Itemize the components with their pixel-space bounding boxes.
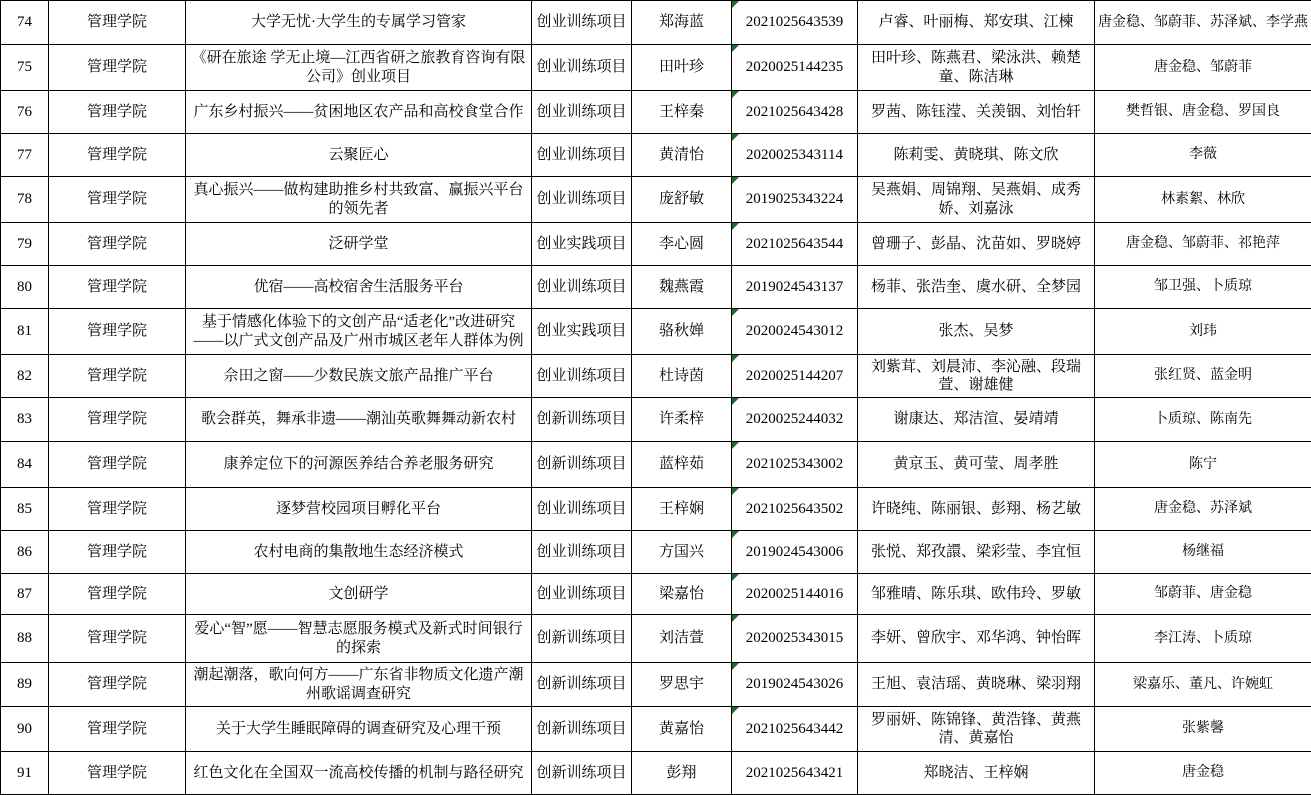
cell-advisors[interactable]: 唐金稳、邹蔚菲、祁艳萍	[1095, 223, 1311, 266]
cell-members[interactable]: 郑晓洁、王梓娴	[858, 752, 1095, 795]
cell-leader[interactable]: 庞舒敏	[632, 177, 732, 223]
cell-leader[interactable]: 蓝梓茹	[632, 442, 732, 488]
cell-project-type[interactable]: 创新训练项目	[532, 615, 632, 663]
cell-project-name[interactable]: 关于大学生睡眠障碍的调查研究及心理干预	[186, 707, 532, 752]
cell-project-number[interactable]	[732, 355, 858, 398]
cell-members[interactable]: 李妍、曾欣宇、邓华鸿、钟怡晖	[858, 615, 1095, 663]
cell-seq[interactable]: 91	[1, 752, 49, 795]
cell-college[interactable]: 管理学院	[49, 45, 186, 91]
cell-advisors[interactable]: 梁嘉乐、董凡、许婉虹	[1095, 663, 1311, 707]
cell-seq[interactable]: 79	[1, 223, 49, 266]
project-number-text: 2021025643421	[746, 765, 844, 781]
cell-leader[interactable]: 罗思宇	[632, 663, 732, 707]
cell-college[interactable]: 管理学院	[49, 177, 186, 223]
cell-project-name[interactable]: 真心振兴——做构建助推乡村共致富、赢振兴平台的领先者	[186, 177, 532, 223]
cell-college[interactable]: 管理学院	[49, 752, 186, 795]
cell-advisors[interactable]: 卜质琼、陈南先	[1095, 398, 1311, 442]
cell-leader[interactable]: 黄清怡	[632, 134, 732, 177]
cell-leader[interactable]: 骆秋婵	[632, 309, 732, 355]
cell-advisors[interactable]: 李江涛、卜质琼	[1095, 615, 1311, 663]
cell-college[interactable]: 管理学院	[49, 91, 186, 134]
cell-college[interactable]: 管理学院	[49, 663, 186, 707]
error-indicator-icon	[732, 177, 739, 184]
error-indicator-icon	[732, 442, 739, 449]
table-row	[1, 223, 1311, 266]
cell-project-type[interactable]: 创业训练项目	[532, 488, 632, 531]
cell-leader[interactable]: 王梓娴	[632, 488, 732, 531]
cell-leader[interactable]: 李心圆	[632, 223, 732, 266]
cell-project-type[interactable]: 创业训练项目	[532, 1, 632, 45]
table-row	[1, 266, 1311, 309]
cell-members[interactable]: 卢睿、叶丽梅、郑安琪、江楝	[858, 1, 1095, 45]
cell-seq[interactable]: 81	[1, 309, 49, 355]
error-indicator-icon	[732, 45, 739, 52]
cell-seq[interactable]: 88	[1, 615, 49, 663]
cell-project-number[interactable]	[732, 398, 858, 442]
cell-college[interactable]: 管理学院	[49, 442, 186, 488]
cell-project-name[interactable]: 《研在旅途 学无止境—江西省研之旅教育咨询有限公司》创业项目	[186, 45, 532, 91]
cell-leader[interactable]: 梁嘉怡	[632, 574, 732, 615]
cell-leader[interactable]: 刘洁萱	[632, 615, 732, 663]
cell-project-name[interactable]: 潮起潮落，歌向何方——广东省非物质文化遗产潮州歌谣调查研究	[186, 663, 532, 707]
error-indicator-icon	[732, 574, 739, 581]
cell-project-number[interactable]	[732, 531, 858, 574]
cell-seq[interactable]: 84	[1, 442, 49, 488]
project-number-text: 2019024543137	[746, 279, 844, 295]
cell-seq[interactable]: 90	[1, 707, 49, 752]
error-indicator-icon	[732, 355, 739, 362]
error-indicator-icon	[732, 615, 739, 622]
cell-leader[interactable]: 王梓秦	[632, 91, 732, 134]
cell-project-type[interactable]: 创新训练项目	[532, 707, 632, 752]
cell-advisors[interactable]: 张红贤、蓝金明	[1095, 355, 1311, 398]
cell-leader[interactable]: 田叶珍	[632, 45, 732, 91]
cell-leader[interactable]: 彭翔	[632, 752, 732, 795]
error-indicator-icon	[732, 707, 739, 714]
cell-project-number[interactable]	[732, 574, 858, 615]
project-number-text: 2020025343015	[746, 630, 844, 646]
cell-college[interactable]: 管理学院	[49, 266, 186, 309]
cell-project-name[interactable]: 爱心“智”愿——智慧志愿服务模式及新式时间银行的探索	[186, 615, 532, 663]
project-number-text: 2021025643502	[746, 501, 844, 517]
error-indicator-icon	[732, 309, 739, 316]
cell-project-type[interactable]: 创新训练项目	[532, 442, 632, 488]
cell-project-type[interactable]: 创新训练项目	[532, 663, 632, 707]
cell-project-name[interactable]: 红色文化在全国双一流高校传播的机制与路径研究	[186, 752, 532, 795]
cell-college[interactable]: 管理学院	[49, 309, 186, 355]
project-number-text: 2020025244032	[746, 411, 844, 427]
table-row	[1, 615, 1311, 663]
error-indicator-icon	[732, 134, 739, 141]
project-number-text: 2020025144235	[746, 59, 844, 75]
error-indicator-icon	[732, 531, 739, 538]
cell-seq[interactable]: 78	[1, 177, 49, 223]
cell-project-name[interactable]: 文创研学	[186, 574, 532, 615]
table-row	[1, 309, 1311, 355]
project-number-text: 2019024543026	[746, 676, 844, 692]
project-number-text: 2020025144207	[746, 368, 844, 384]
cell-members[interactable]: 邹雅晴、陈乐琪、欧伟玲、罗敏	[858, 574, 1095, 615]
cell-leader[interactable]: 黄嘉怡	[632, 707, 732, 752]
project-number-text: 2019025343224	[746, 191, 844, 207]
error-indicator-icon	[732, 91, 739, 98]
cell-project-number[interactable]	[732, 663, 858, 707]
cell-project-name[interactable]: 优宿——高校宿舍生活服务平台	[186, 266, 532, 309]
cell-advisors[interactable]: 杨继福	[1095, 531, 1311, 574]
cell-project-name[interactable]: 康养定位下的河源医养结合养老服务研究	[186, 442, 532, 488]
cell-project-type[interactable]: 创业训练项目	[532, 266, 632, 309]
error-indicator-icon	[732, 1, 739, 8]
table-row	[1, 45, 1311, 91]
cell-seq[interactable]: 80	[1, 266, 49, 309]
error-indicator-icon	[732, 398, 739, 405]
cell-advisors[interactable]: 樊哲银、唐金稳、罗国良	[1095, 91, 1311, 134]
cell-seq[interactable]: 76	[1, 91, 49, 134]
cell-project-name[interactable]: 基于情感化体验下的文创产品“适老化”改进研究——以广式文创产品及广州市城区老年人群体为例	[186, 309, 532, 355]
cell-members[interactable]: 黄京玉、黄可莹、周孝胜	[858, 442, 1095, 488]
cell-seq[interactable]: 85	[1, 488, 49, 531]
cell-project-name[interactable]: 逐梦营校园项目孵化平台	[186, 488, 532, 531]
project-number-text: 2019024543006	[746, 544, 844, 560]
cell-advisors[interactable]: 邹蔚菲、唐金稳	[1095, 574, 1311, 615]
cell-members[interactable]: 张悦、郑孜譞、梁彩莹、李宜恒	[858, 531, 1095, 574]
cell-project-type[interactable]: 创新训练项目	[532, 752, 632, 795]
cell-project-type[interactable]: 创业训练项目	[532, 531, 632, 574]
cell-project-number[interactable]	[732, 45, 858, 91]
table-row	[1, 442, 1311, 488]
cell-college[interactable]: 管理学院	[49, 531, 186, 574]
cell-college[interactable]: 管理学院	[49, 355, 186, 398]
project-number-text: 2021025343002	[746, 456, 844, 472]
cell-project-type[interactable]: 创业实践项目	[532, 309, 632, 355]
cell-seq[interactable]: 74	[1, 1, 49, 45]
cell-advisors[interactable]: 邹卫强、卜质琼	[1095, 266, 1311, 309]
cell-project-type[interactable]: 创业训练项目	[532, 134, 632, 177]
cell-college[interactable]: 管理学院	[49, 707, 186, 752]
cell-college[interactable]: 管理学院	[49, 615, 186, 663]
table-row	[1, 531, 1311, 574]
cell-project-number[interactable]	[732, 91, 858, 134]
cell-project-name[interactable]: 广东乡村振兴——贫困地区农产品和高校食堂合作	[186, 91, 532, 134]
table-row	[1, 488, 1311, 531]
cell-project-type[interactable]: 创业训练项目	[532, 355, 632, 398]
error-indicator-icon	[732, 663, 739, 670]
table-row	[1, 574, 1311, 615]
cell-project-type[interactable]: 创业训练项目	[532, 177, 632, 223]
cell-members[interactable]: 罗茜、陈钰滢、关羡铟、刘怡轩	[858, 91, 1095, 134]
cell-leader[interactable]: 魏燕霞	[632, 266, 732, 309]
cell-project-number[interactable]	[732, 134, 858, 177]
cell-members[interactable]: 许晓纯、陈丽银、彭翔、杨艺敏	[858, 488, 1095, 531]
cell-project-name[interactable]: 泛研学堂	[186, 223, 532, 266]
cell-project-type[interactable]: 创业训练项目	[532, 91, 632, 134]
cell-college[interactable]: 管理学院	[49, 574, 186, 615]
cell-project-type[interactable]: 创业训练项目	[532, 45, 632, 91]
cell-project-number[interactable]	[732, 309, 858, 355]
table-row	[1, 663, 1311, 707]
cell-project-type[interactable]: 创业训练项目	[532, 574, 632, 615]
table-row	[1, 707, 1311, 752]
cell-members[interactable]: 田叶珍、陈燕君、梁泳洪、赖楚童、陈洁琳	[858, 45, 1095, 91]
cell-advisors[interactable]: 唐金稳、邹蔚菲、苏泽斌、李学燕	[1095, 1, 1311, 45]
cell-advisors[interactable]: 林素絮、林欣	[1095, 177, 1311, 223]
table-row	[1, 134, 1311, 177]
cell-advisors[interactable]: 李薇	[1095, 134, 1311, 177]
cell-seq[interactable]: 87	[1, 574, 49, 615]
cell-members[interactable]: 王旭、袁洁瑶、黄晓琳、梁羽翔	[858, 663, 1095, 707]
cell-project-number[interactable]	[732, 752, 858, 795]
cell-college[interactable]: 管理学院	[49, 223, 186, 266]
cell-project-name[interactable]: 农村电商的集散地生态经济模式	[186, 531, 532, 574]
table-row	[1, 398, 1311, 442]
project-number-text: 2021025643428	[746, 104, 844, 120]
cell-project-number[interactable]	[732, 1, 858, 45]
cell-leader[interactable]: 郑海蓝	[632, 1, 732, 45]
cell-project-number[interactable]	[732, 266, 858, 309]
cell-project-name[interactable]: 大学无忧·大学生的专属学习管家	[186, 1, 532, 45]
error-indicator-icon	[732, 223, 739, 230]
cell-project-number[interactable]	[732, 177, 858, 223]
table-row	[1, 177, 1311, 223]
cell-project-number[interactable]	[732, 615, 858, 663]
cell-seq[interactable]: 83	[1, 398, 49, 442]
cell-project-number[interactable]	[732, 707, 858, 752]
cell-project-number[interactable]	[732, 488, 858, 531]
cell-college[interactable]: 管理学院	[49, 134, 186, 177]
cell-advisors[interactable]: 唐金稳	[1095, 752, 1311, 795]
cell-seq[interactable]: 89	[1, 663, 49, 707]
project-number-text: 2020025144016	[746, 586, 844, 602]
table-body	[1, 1, 1311, 795]
cell-project-name[interactable]: 云聚匠心	[186, 134, 532, 177]
cell-members[interactable]: 张杰、吴梦	[858, 309, 1095, 355]
cell-members[interactable]: 刘紫茸、刘晨沛、李沁融、段瑞萱、谢雄健	[858, 355, 1095, 398]
cell-advisors[interactable]: 刘玮	[1095, 309, 1311, 355]
cell-college[interactable]: 管理学院	[49, 398, 186, 442]
cell-members[interactable]: 谢康达、郑洁渲、晏靖靖	[858, 398, 1095, 442]
cell-seq[interactable]: 86	[1, 531, 49, 574]
project-number-text: 2020025343114	[746, 147, 843, 163]
cell-members[interactable]: 杨菲、张浩奎、虞水研、全梦园	[858, 266, 1095, 309]
project-number-text: 2020024543012	[746, 323, 844, 339]
cell-leader[interactable]: 许柔梓	[632, 398, 732, 442]
project-number-text: 2021025643442	[746, 721, 844, 737]
cell-leader[interactable]: 方国兴	[632, 531, 732, 574]
project-number-text: 2021025643544	[746, 236, 844, 252]
cell-college[interactable]: 管理学院	[49, 488, 186, 531]
cell-advisors[interactable]: 唐金稳、苏泽斌	[1095, 488, 1311, 531]
cell-project-type[interactable]: 创新训练项目	[532, 398, 632, 442]
cell-members[interactable]: 曾珊子、彭晶、沈苗如、罗晓婷	[858, 223, 1095, 266]
cell-seq[interactable]: 75	[1, 45, 49, 91]
cell-leader[interactable]: 杜诗茵	[632, 355, 732, 398]
cell-seq[interactable]: 82	[1, 355, 49, 398]
cell-seq[interactable]: 77	[1, 134, 49, 177]
cell-advisors[interactable]: 唐金稳、邹蔚菲	[1095, 45, 1311, 91]
project-number-text: 2021025643539	[746, 14, 844, 30]
table-row	[1, 752, 1311, 795]
cell-members[interactable]: 吴燕娟、周锦翔、吴燕娟、成秀娇、刘嘉泳	[858, 177, 1095, 223]
cell-college[interactable]: 管理学院	[49, 1, 186, 45]
cell-project-name[interactable]: 歌会群英，舞承非遗——潮汕英歌舞舞动新农村	[186, 398, 532, 442]
cell-members[interactable]: 罗丽妍、陈锦锋、黄浩锋、黄燕清、黄嘉怡	[858, 707, 1095, 752]
table-row	[1, 1, 1311, 45]
cell-advisors[interactable]: 张紫馨	[1095, 707, 1311, 752]
error-indicator-icon	[732, 488, 739, 495]
table-row	[1, 91, 1311, 134]
table-row	[1, 355, 1311, 398]
cell-members[interactable]: 陈莉雯、黄晓琪、陈文欣	[858, 134, 1095, 177]
cell-project-number[interactable]	[732, 223, 858, 266]
cell-advisors[interactable]: 陈宁	[1095, 442, 1311, 488]
cell-project-number[interactable]	[732, 442, 858, 488]
cell-project-name[interactable]: 佘田之窗——少数民族文旅产品推广平台	[186, 355, 532, 398]
cell-project-type[interactable]: 创业实践项目	[532, 223, 632, 266]
